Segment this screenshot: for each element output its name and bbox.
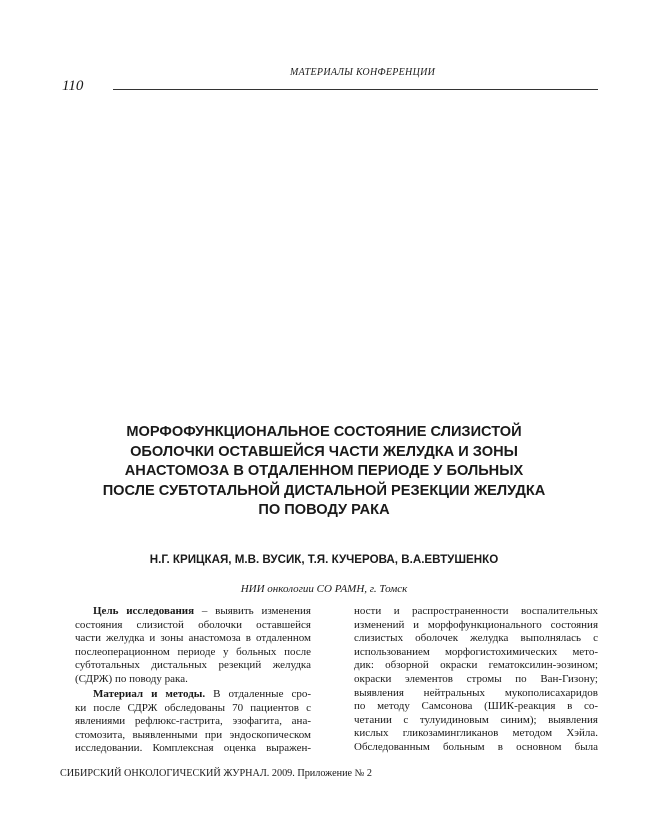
- body-line: Обследованным больным в основном была: [354, 740, 598, 753]
- authors: Н.Г. КРИЦКАЯ, М.В. ВУСИК, Т.Я. КУЧЕРОВА, В.А.ЕВТУШЕНКО: [149, 553, 499, 566]
- body-line: слизистых оболочек желудка выполнялась с: [354, 632, 598, 645]
- running-head: МАТЕРИАЛЫ КОНФЕРЕНЦИИ: [290, 67, 436, 78]
- body-line: (СДРЖ) по поводу рака.: [75, 672, 188, 685]
- page-number: 110: [62, 78, 84, 94]
- title-line: МОРФОФУНКЦИОНАЛЬНОЕ СОСТОЯНИЕ СЛИЗИСТОЙ: [126, 424, 522, 440]
- title-line: АНАСТОМОЗА В ОТДАЛЕННОМ ПЕРИОДЕ У БОЛЬНЫХ: [124, 463, 524, 479]
- body-line: ности и распространенности воспалительных: [354, 605, 598, 617]
- body-line: дик: обзорной окраски гематоксилин-эозином;: [354, 659, 598, 672]
- body-line: [75, 688, 311, 702]
- affiliation: НИИ онкологии СО РАМН, г. Томск: [240, 583, 408, 595]
- body-line: субтотальных дистальных резекций желудка: [75, 659, 311, 672]
- header-rule: [113, 89, 598, 90]
- body-line: по методу Самсонова (ШИК-реакция в со-: [354, 700, 598, 713]
- body-line: использованием морфогистохимических мето-: [354, 645, 598, 658]
- body-line: части желудка и зоны анастомоза в отдаленном: [75, 632, 311, 645]
- body-text: – выявить изменения: [194, 605, 311, 617]
- paragraph-lead: Цель исследования: [93, 605, 195, 617]
- right-column: [354, 605, 598, 755]
- title-line: ОБОЛОЧКИ ОСТАВШЕЙСЯ ЧАСТИ ЖЕЛУДКА И ЗОНЫ: [130, 443, 518, 460]
- body-line: четании с тулуидиновым синим); выявления: [354, 713, 598, 726]
- body-line: послеоперационном периоде у больных после: [75, 645, 311, 658]
- body-line: [75, 605, 311, 619]
- article-title: [60, 423, 588, 521]
- body-line: состояния слизистой оболочки оставшейся: [75, 618, 311, 631]
- title-line: ПО ПОВОДУ РАКА: [258, 502, 390, 518]
- body-text: В отдаленные сро-: [205, 688, 311, 701]
- body-line: ки после СДРЖ обследованы 70 пациентов с: [75, 701, 311, 714]
- body-line: стомозита, выявленными при эндоскопическом: [75, 728, 311, 741]
- title-line: ПОСЛЕ СУБТОТАЛЬНОЙ ДИСТАЛЬНОЙ РЕЗЕКЦИИ ЖЕЛУДКА: [102, 482, 546, 499]
- body-line: изменений и морфофункционального состояния: [354, 618, 598, 631]
- body-line: окраски элементов стромы по Ван-Гизону;: [354, 672, 598, 685]
- left-column: [75, 605, 311, 756]
- body-line: явлениями рефлюкс-гастрита, эзофагита, ана-: [75, 715, 311, 728]
- body-line: кислых гликозамингликанов методом Хэйла.: [354, 727, 598, 740]
- paragraph-lead: Материал и методы.: [93, 688, 206, 701]
- body-line: исследовании. Комплексная оценка выражен-: [75, 742, 311, 755]
- body-line: выявления нейтральных мукополисахаридов: [354, 686, 598, 699]
- journal-footer: СИБИРСКИЙ ОНКОЛОГИЧЕСКИЙ ЖУРНАЛ. 2009. Приложение № 2: [60, 768, 372, 779]
